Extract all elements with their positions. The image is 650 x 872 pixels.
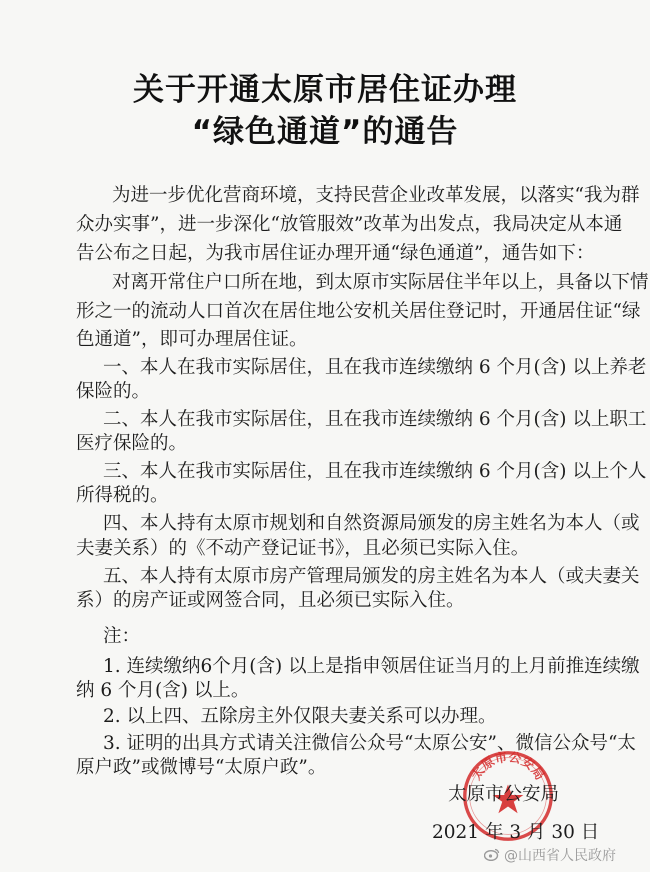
body-line: 色通道”，即可办理居住证。 [76,329,308,350]
condition-item-3: 三、本人在我市实际居住，且在我市连续缴纳 6 个月(含) 以上个人 [103,461,647,482]
notes-heading: 注： [103,626,141,647]
notice-title-line-1: 关于开通太原市居住证办理 [133,72,517,108]
weibo-icon [484,847,500,865]
condition-item-2: 二、本人在我市实际居住，且在我市连续缴纳 6 个月(含) 以上职工 [103,409,647,430]
body-line: 对离开常住户口所在地，到太原市实际居住半年以上，具备以下情 [112,272,649,293]
condition-item-2-cont: 医疗保险的。 [76,433,188,454]
body-line: 告公布之日起，为我市居住证办理开通“绿色通道”，通告如下： [76,243,595,264]
condition-item-1: 一、本人在我市实际居住，且在我市连续缴纳 6 个月(含) 以上养老 [103,357,647,378]
body-line: 为进一步优化营商环境，支持民营企业改革发展，以落实“我为群 [112,185,640,206]
note-3: 3. 证明的出具方式请关注微信公众号“太原公安”、微信公众号“太 [103,733,636,754]
watermark-text: @山西省人民政府 [504,848,616,864]
condition-item-4: 四、本人持有太原市规划和自然资源局颁发的房主姓名为本人（或 [103,513,640,534]
note-1: 1. 连续缴纳6个月(含) 以上是指申领居住证当月的上月前推连续缴 [103,656,640,677]
note-1-cont: 纳 6 个月(含) 以上。 [76,680,250,701]
svg-text:太原市公安局: 太原市公安局 [468,749,548,783]
watermark [484,845,616,865]
body-line: 形之一的流动人口首次在居住地公安机关居住登记时，开通居住证“绿 [76,301,641,322]
body-line: 众办实事”，进一步深化“放管服效”改革为出发点，我局决定从本通 [76,214,623,235]
condition-item-5: 五、本人持有太原市房产管理局颁发的房主姓名为本人（或夫妻关 [103,566,640,587]
condition-item-1-cont: 保险的。 [76,381,151,402]
signature-org: 太原市公安局 [448,784,560,805]
note-2: 2. 以上四、五除房主外仅限夫妻关系可以办理。 [103,706,497,727]
signature-date: 2021 年 3 月 30 日 [432,822,600,843]
note-3-cont: 原户政”或微博号“太原户政”。 [76,757,327,778]
condition-item-4-cont: 夫妻关系）的《不动产登记证书》，且必须已实际入住。 [76,538,530,559]
notice-title-line-2: “绿色通道”的通告 [191,114,459,150]
condition-item-5-cont: 系）的房产证或网签合同，且必须已实际入住。 [76,590,465,611]
condition-item-3-cont: 所得税的。 [76,485,169,506]
